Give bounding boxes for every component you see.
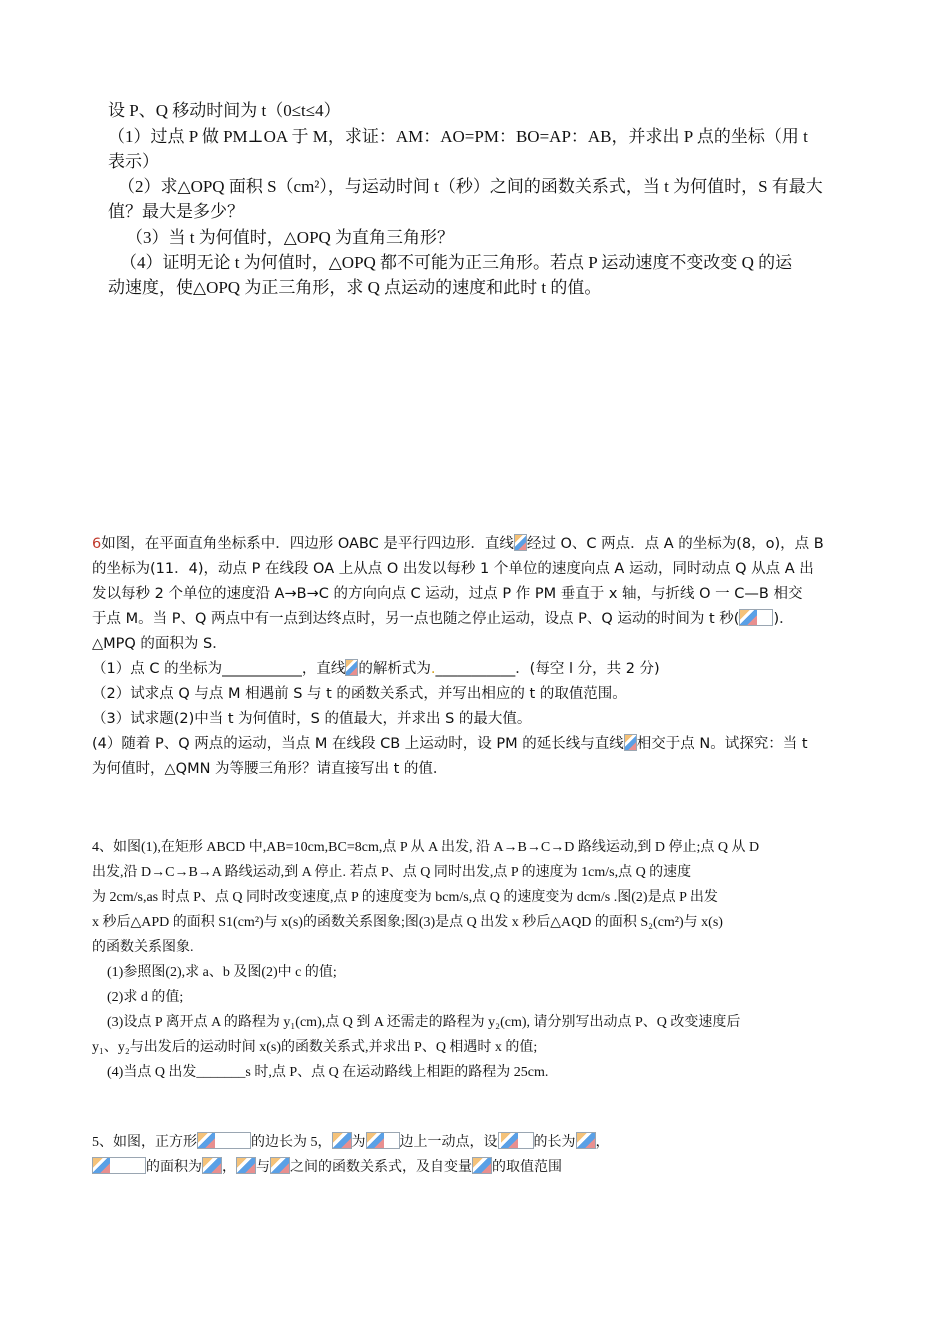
formula-image-icon	[332, 1132, 352, 1149]
text-line: （3）试求题(2)中当 t 为何值时，S 的值最大，并求出 S 的最大值。	[92, 711, 532, 727]
text-line	[92, 1130, 610, 1155]
text-line: 的函数关系图象.	[92, 940, 194, 955]
text-span: 如图，在平面直角坐标系中．四边形 OABC 是平行四边形．直线	[101, 536, 514, 552]
text-line: 动速度，使△OPQ 为正三角形，求 Q 点运动的速度和此时 t 的值。	[108, 278, 602, 297]
text-line: 值？最大是多少？	[108, 202, 244, 221]
text-span: 为	[351, 1135, 366, 1150]
text-line: 4、如图(1),在矩形 ABCD 中,AB=10cm,BC=8cm,点 P 从 A 出发, 沿 A→B→C→D 路线运动,到 D 停止;点 Q 从 D	[92, 840, 760, 855]
text-span: 的边长为 5，	[251, 1135, 332, 1150]
text-span: )．	[773, 611, 794, 627]
text-line: (3)设点 P 离开点 A 的路程为 y₁(cm),点 Q 到 A 还需走的路程为 y₂(cm), 请分别写出动点 P、Q 改变速度后	[107, 1015, 741, 1030]
formula-image-icon	[202, 1157, 222, 1174]
text-line: 表示）	[108, 152, 159, 171]
text-span: 边上一动点，设	[399, 1135, 498, 1150]
formula-image-icon	[270, 1157, 290, 1174]
formula-image-icon	[366, 1132, 400, 1149]
text-span: 的取值范围	[492, 1160, 562, 1175]
text-line: （2）试求点 Q 与点 M 相遇前 S 与 t 的函数关系式，并写出相应的 t 的取值范围。	[92, 686, 627, 702]
text-span: （1）点 C 的坐标为___________，直线	[92, 661, 346, 677]
text-line: 的坐标为(11．4)，动点 P 在线段 OA 上从点 O 出发以每秒 1 个单位的速度向点 A 运动，同时动点 Q 从点 A 出	[92, 561, 814, 577]
formula-image-icon	[236, 1157, 256, 1174]
text-span: 相交于点 N。试探究：当 t	[636, 736, 808, 752]
text-line: （3）当 t 为何值时，△OPQ 为直角三角形？	[126, 228, 455, 247]
text-line: x 秒后△APD 的面积 S1(cm²)与 x(s)的函数关系图象;图(3)是点 Q 出发 x 秒后△AQD 的面积 S₂(cm²)与 x(s)	[92, 915, 723, 930]
text-line: (4)当点 Q 出发_______s 时,点 P、点 Q 在运动路线上相距的路程为 25cm.	[107, 1065, 549, 1080]
text-line: 为 2cm/s,as 时点 P、点 Q 同时改变速度,点 P 的速度变为 bcm/s,点 Q 的速度变为 dcm/s .图(2)是点 P 出发	[92, 890, 718, 905]
text-span: ___________．(每空 l 分，共 2 分)	[435, 661, 660, 677]
formula-image-icon	[739, 609, 773, 626]
formula-image-icon	[624, 734, 637, 751]
text-line: (2)求 d 的值;	[107, 990, 184, 1005]
text-line	[92, 657, 660, 681]
text-span: 之间的函数关系式，及自变量	[290, 1160, 472, 1175]
text-line: (1)参照图(2),求 a、b 及图(2)中 c 的值;	[107, 965, 337, 980]
text-span: 的解析式为	[358, 661, 431, 677]
text-span: 与	[256, 1160, 270, 1175]
formula-image-icon	[514, 534, 527, 551]
text-span: 的面积为	[146, 1160, 202, 1175]
text-line: （4）证明无论 t 为何值时，△OPQ 都不可能为正三角形。若点 P 运动速度不变改变 Q 的运	[120, 253, 793, 272]
text-line: （1）过点 P 做 PM⊥OA 于 M，求证：AM：AO=PM：BO=AP：AB，并求出 P 点的坐标（用 t	[108, 127, 808, 146]
text-line: 设 P、Q 移动时间为 t（0≤t≤4）	[108, 101, 341, 120]
problem-number: 6	[92, 536, 102, 552]
text-line	[92, 532, 824, 556]
text-line: （2）求△OPQ 面积 S（cm²），与运动时间 t（秒）之间的函数关系式，当 t 为何值时，S 有最大	[118, 177, 823, 196]
text-line	[92, 732, 808, 756]
formula-image-icon	[576, 1132, 596, 1149]
text-line	[92, 1155, 562, 1180]
text-span: 于点 M。当 P、Q 两点中有一点到达终点时，另一点也随之停止运动，设点 P、Q 运动的时间为 t 秒(	[92, 611, 740, 627]
formula-image-icon	[197, 1132, 251, 1149]
formula-image-icon	[92, 1157, 146, 1174]
text-line: 出发,沿 D→C→B→A 路线运动,到 A 停止. 若点 P、点 Q 同时出发,点 P 的速度为 1cm/s,点 Q 的速度	[92, 865, 692, 880]
text-span: 5、如图，正方形	[92, 1135, 197, 1150]
text-span: ，	[222, 1160, 236, 1175]
formula-image-icon	[472, 1157, 492, 1174]
text-line: y₁、y₂与出发后的运动时间 x(s)的函数关系式,并求出 P、Q 相遇时 x 的值;	[92, 1040, 538, 1055]
dot-mark: .	[430, 661, 436, 677]
text-span: (4）随着 P、Q 两点的运动，当点 M 在线段 CB 上运动时，设 PM 的延长线与直线	[92, 736, 624, 752]
text-span: 经过 O、C 两点．点 A 的坐标为(8，o)，点 B	[526, 536, 824, 552]
text-span: ，	[595, 1135, 610, 1150]
formula-image-icon	[498, 1132, 534, 1149]
text-line: 发以每秒 2 个单位的速度沿 A→B→C 的方向向点 C 运动，过点 P 作 PM 垂直于 x 轴，与折线 O 一 C—B 相交	[92, 586, 803, 602]
formula-image-icon	[345, 659, 358, 676]
text-line: △MPQ 的面积为 S．	[92, 636, 227, 652]
text-span: 的长为	[533, 1135, 576, 1150]
text-line	[92, 607, 794, 631]
text-line: 为何值时，△QMN 为等腰三角形？请直接写出 t 的值．	[92, 761, 448, 777]
